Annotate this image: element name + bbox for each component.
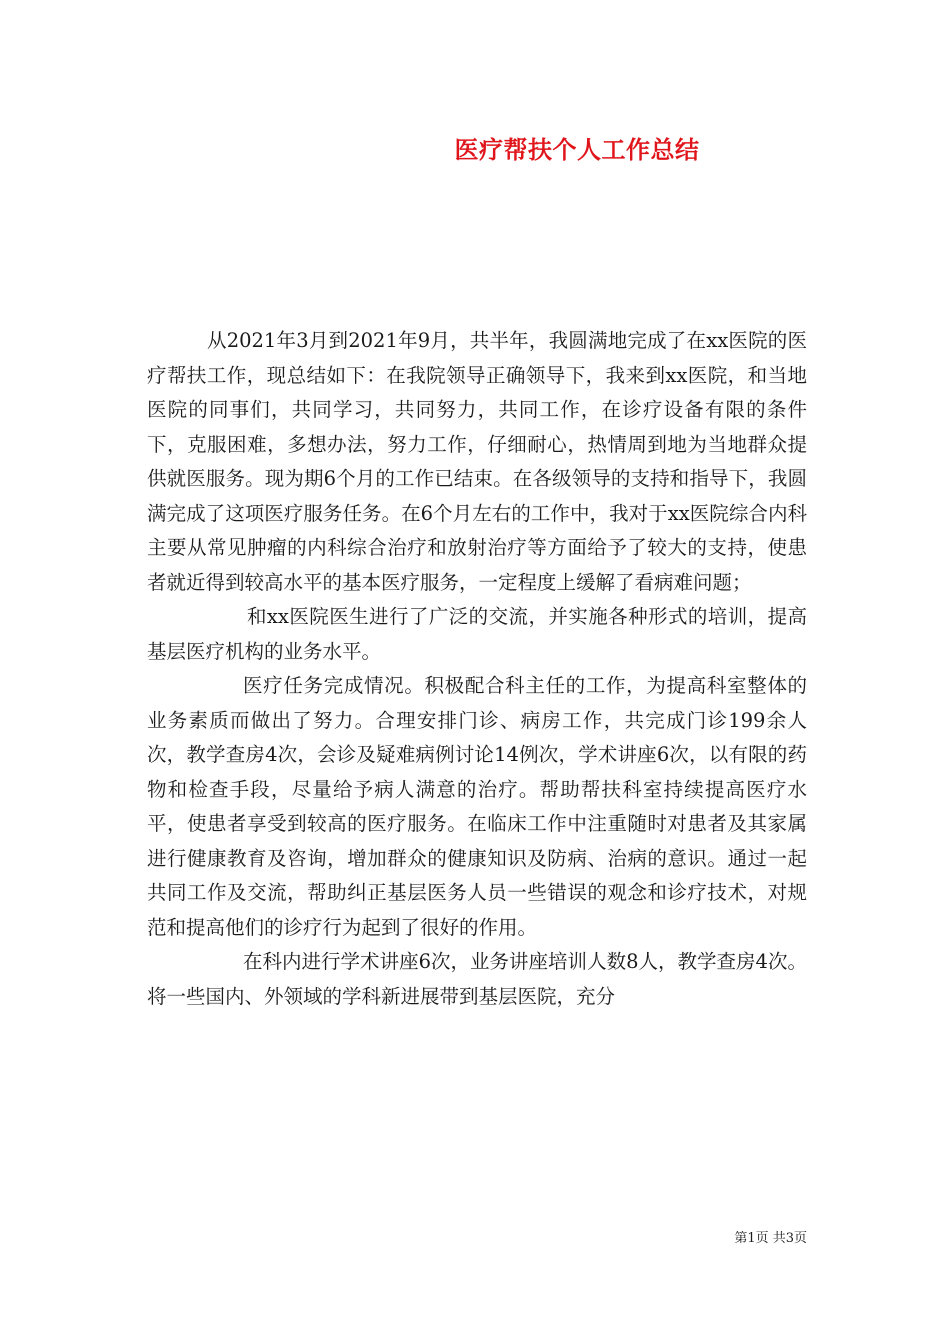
- page-number-footer: 第1页 共3页: [734, 1231, 807, 1246]
- document-body: [147, 324, 807, 1014]
- document-title: 医疗帮扶个人工作总结: [454, 135, 700, 164]
- paragraph-exchange: 和xx医院医生进行了广泛的交流，并实施各种形式的培训，提高基层医疗机构的业务水平。: [147, 605, 807, 663]
- paragraph-intro: 从2021年3月到2021年9月，共半年，我圆满地完成了在xx医院的医疗帮扶工作，现总结如下：在我院领导正确领导下，我来到xx医院，和当地医院的同事们，共同学习，共同努力，共同工作，在诊疗设备有限的条件下，克服困难，多想办法，努力工作，仔细耐心，热情周到地为当地群众提供就医服务。现为期6个月的工作已结束。在各级领导的支持和指导下，我圆满完成了这项医疗服务任务。在6个月左右的工作中，我对于xx医院综合内科主要从常见肿瘤的内科综合治疗和放射治疗等方面给予了较大的支持，使患者就近得到较高水平的基本医疗服务，一定程度上缓解了看病难问题；: [147, 329, 807, 594]
- paragraph-lectures: 在科内进行学术讲座6次，业务讲座培训人数8人，教学查房4次。将一些国内、外领域的学科新进展带到基层医院，充分: [147, 950, 807, 1008]
- paragraph-task-completion: 医疗任务完成情况。积极配合科主任的工作，为提高科室整体的业务素质而做出了努力。合理安排门诊、病房工作，共完成门诊199余人次，教学查房4次，会诊及疑难病例讨论14例次，学术讲座6次，以有限的药物和检查手段，尽量给予病人满意的治疗。帮助帮扶科室持续提高医疗水平，使患者享受到较高的医疗服务。在临床工作中注重随时对患者及其家属进行健康教育及咨询，增加群众的健康知识及防病、治病的意识。通过一起共同工作及交流，帮助纠正基层医务人员一些错误的观念和诊疗技术，对规范和提高他们的诊疗行为起到了很好的作用。: [147, 674, 807, 939]
